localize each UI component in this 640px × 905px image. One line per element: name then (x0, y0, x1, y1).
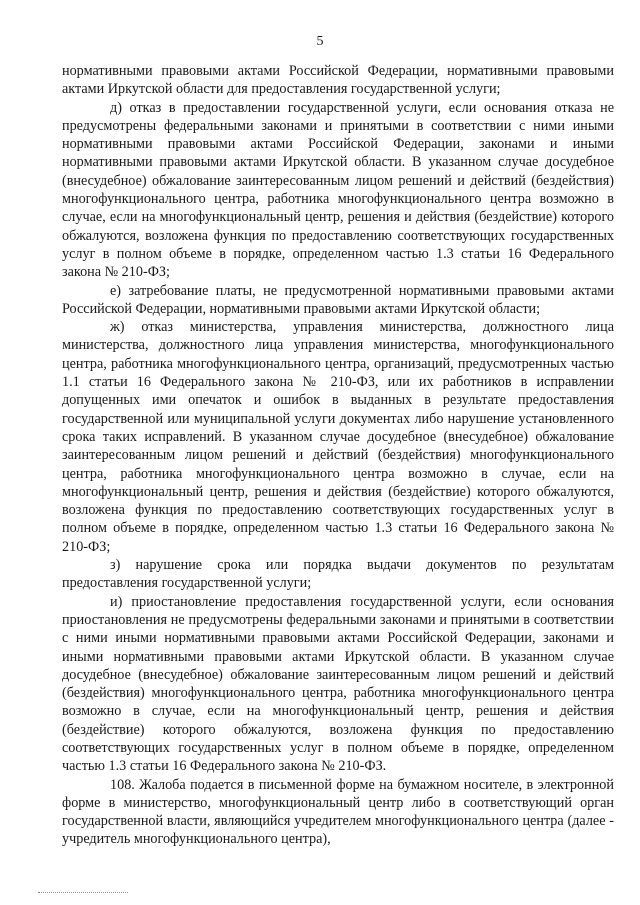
paragraph-item-i: и) приостановление предоставления государственной услуги, если основания приостановления не предусмотрены федеральными законами и принятыми в соответствии с ними иными нормативными правовыми актами Российской Федерации, законами и иными нормативными правовыми актами Иркутской области. В указанном случае досудебное (внесудебное) обжалование заинтересованным лицом решений и действий (бездействия) многофункционального центра, работника многофункционального центра возможно в случае, если на многофункциональный центр, решения и действия (бездействие) которого обжалуются, возложена функция по предоставлению соответствующих государственных услуг в полном объеме в порядке, определенном частью 1.3 статьи 16 Федерального закона № 210-ФЗ. (62, 593, 614, 775)
paragraph-item-z: з) нарушение срока или порядка выдачи документов по результатам предоставления государственной услуги; (62, 557, 614, 592)
paragraph-item-d: д) отказ в предоставлении государственной услуги, если основания отказа не предусмотрены федеральными законами и принятыми в соответствии с ними иными нормативными правовыми актами Российской Федерации, законами и иными нормативными правовыми актами Иркутской области. В указанном случае досудебное (внесудебное) обжалование заинтересованным лицом решений и действий (бездействия) многофункционального центра, работника многофункционального центра возможно в случае, если на многофункциональный центр, решения и действия (бездействие) которого обжалуются, возложена функция по предоставлению соответствующих государственных услуг в полном объеме в порядке, определенном частью 1.3 статьи 16 Федерального закона № 210-ФЗ; (62, 99, 614, 281)
paragraph-item-e: е) затребование платы, не предусмотренной нормативными правовыми актами Российской Федерации, нормативными правовыми актами Иркутской области; (62, 282, 614, 317)
paragraph-item-zh: ж) отказ министерства, управления министерства, должностного лица министерства, должностного лица управления министерства, многофункционального центра, работника многофункционального центра, организаций, предусмотренных частью 1.1 статьи 16 Федерального закона № 210-ФЗ, или их работников в исправлении допущенных ими опечаток и ошибок в выданных в результате предоставления государственной или муниципальной услуги документах либо нарушение установленного срока таких исправлений. В указанном случае досудебное (внесудебное) обжалование заинтересованным лицом решений и действий (бездействия) многофункционального центра, работника многофункционального центра возможно в случае, если на многофункциональный центр, решения и действия (бездействие) которого обжалуются, возложена функция по предоставлению соответствующих государственных услуг в полном объеме в порядке, определенном частью 1.3 статьи 16 Федерального закона № 210-ФЗ; (62, 319, 614, 555)
page-number: 5 (316, 34, 324, 49)
paragraph-continuation: нормативными правовыми актами Российской Федерации, нормативными правовыми актами Иркутской области для предоставления государственной услуги; (62, 63, 614, 98)
footer-divider (38, 892, 128, 893)
document-body (62, 62, 614, 849)
paragraph-108: 108. Жалоба подается в письменной форме на бумажном носителе, в электронной форме в министерство, многофункциональный центр либо в соответствующий орган государственной власти, являющийся учредителем многофункционального центра (далее - учредитель многофункционального центра), (62, 776, 614, 848)
